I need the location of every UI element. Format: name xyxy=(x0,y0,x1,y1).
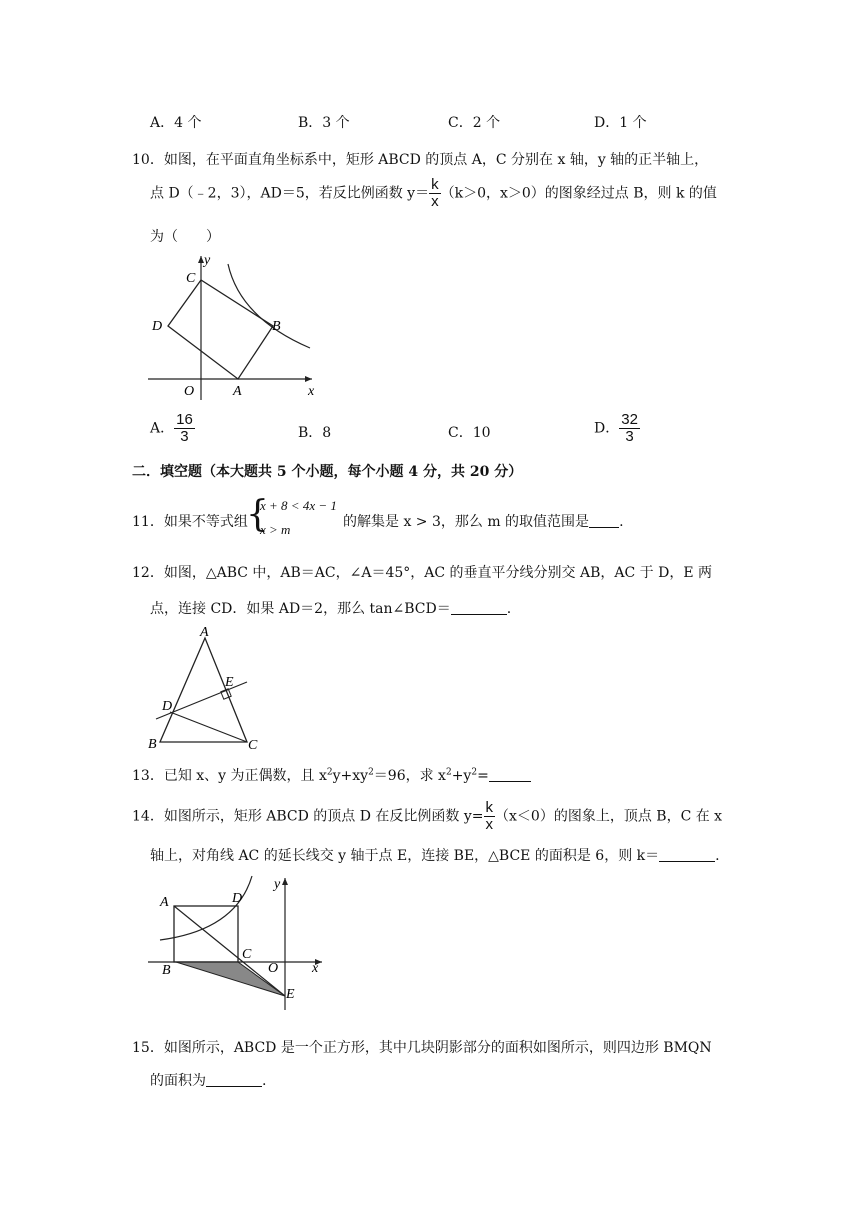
q10-label-c: C xyxy=(186,271,196,286)
q15-line1: 15．如图所示，ABCD 是一个正方形，其中几块阴影部分的面积如图所示，则四边形 BMQN xyxy=(132,1040,712,1056)
q11-inequality-2: x > m xyxy=(260,522,291,537)
q12-line1: 12．如图，△ABC 中，AB＝AC，∠A＝45°，AC 的垂直平分线分别交 AB，AC 于 D，E 两 xyxy=(132,565,713,581)
q14-label-c: C xyxy=(242,947,252,962)
q14-answer-blank xyxy=(659,847,715,862)
q12-label-c: C xyxy=(248,738,258,753)
q14-label-e: E xyxy=(286,987,295,1002)
q15-line2: 的面积为 . xyxy=(150,1073,267,1089)
q9-option-c: C．2 个 xyxy=(448,115,501,131)
q14-label-y: y xyxy=(274,877,281,892)
q10-line2: 点 D（﹣2，3），AD＝5，若反比例函数 y＝ $\frac{k}{x}$ （k＞0，x＞0）的图象经过点 B，则 k 的值 xyxy=(150,176,717,210)
q14-fraction: $\frac{k}{x}$ xyxy=(485,799,494,833)
q14-label-a: A xyxy=(160,895,169,910)
q12-label-d: D xyxy=(162,699,173,714)
q10-label-a: A xyxy=(233,384,242,399)
section-2-title: 二．填空题（本大题共 5 个小题，每个小题 4 分，共 20 分） xyxy=(132,464,523,480)
q12-label-b: B xyxy=(148,737,157,752)
q11-post: 的解集是 x > 3，那么 m 的取值范围是 . xyxy=(343,514,624,530)
q15-answer-blank xyxy=(206,1072,262,1087)
q12-label-a: A xyxy=(200,625,209,640)
q9-option-d: D．1 个 xyxy=(594,115,647,131)
q14-label-d: D xyxy=(232,891,243,906)
q10-fraction: $\frac{k}{x}$ xyxy=(431,176,439,210)
q10-line3: 为（ ） xyxy=(150,229,220,245)
q10-option-c: C．10 xyxy=(448,425,491,441)
q10-label-d: D xyxy=(152,319,163,334)
q11-answer-blank xyxy=(589,513,619,528)
q10-label-b: B xyxy=(272,319,281,334)
q9-option-a: A．4 个 xyxy=(150,115,202,131)
q9-option-b: B．3 个 xyxy=(298,115,350,131)
q12-label-e: E xyxy=(225,675,234,690)
q10-label-x: x xyxy=(308,384,315,399)
q11-brace: { xyxy=(246,494,269,535)
q11-inequality-1: x + 8 < 4x − 1 xyxy=(260,498,337,513)
q14-line1: 14．如图所示，矩形 ABCD 的顶点 D 在反比例函数 y= $\frac{k}{x}$ （x＜0）的图象上，顶点 B，C 在 x xyxy=(132,799,723,833)
q12-figure xyxy=(140,622,270,754)
q10-option-d: D． $\frac{32}{3}$ xyxy=(594,411,638,445)
q14-label-b: B xyxy=(162,963,171,978)
q10-label-o: O xyxy=(184,384,195,399)
q12-answer-blank xyxy=(451,600,507,615)
q12-line2: 点，连接 CD．如果 AD＝2，那么 tan∠BCD＝ . xyxy=(150,601,512,617)
q13-answer-blank xyxy=(489,767,531,782)
q14-figure xyxy=(140,870,340,1020)
q10-label-y: y xyxy=(204,253,211,268)
q11-pre: 11．如果不等式组 xyxy=(132,514,248,530)
q14-line2: 轴上，对角线 AC 的延长线交 y 轴于点 E，连接 BE，△BCE 的面积是 6，则 k＝ . xyxy=(150,848,720,864)
q13-text: 13．已知 x、y 为正偶数，且 $x^2y+xy^2=96$，求 $x^2+y^2=$ xyxy=(132,765,531,785)
q10-option-b: B．8 xyxy=(298,425,332,441)
q10-option-a: A． $\frac{16}{3}$ xyxy=(150,411,193,445)
q14-label-x: x xyxy=(312,961,319,976)
q10-line1: 10．如图，在平面直角坐标系中，矩形 ABCD 的顶点 A，C 分别在 x 轴，y 轴的正半轴上， xyxy=(132,152,709,168)
q10-figure xyxy=(140,250,330,410)
q14-label-o: O xyxy=(268,961,279,976)
